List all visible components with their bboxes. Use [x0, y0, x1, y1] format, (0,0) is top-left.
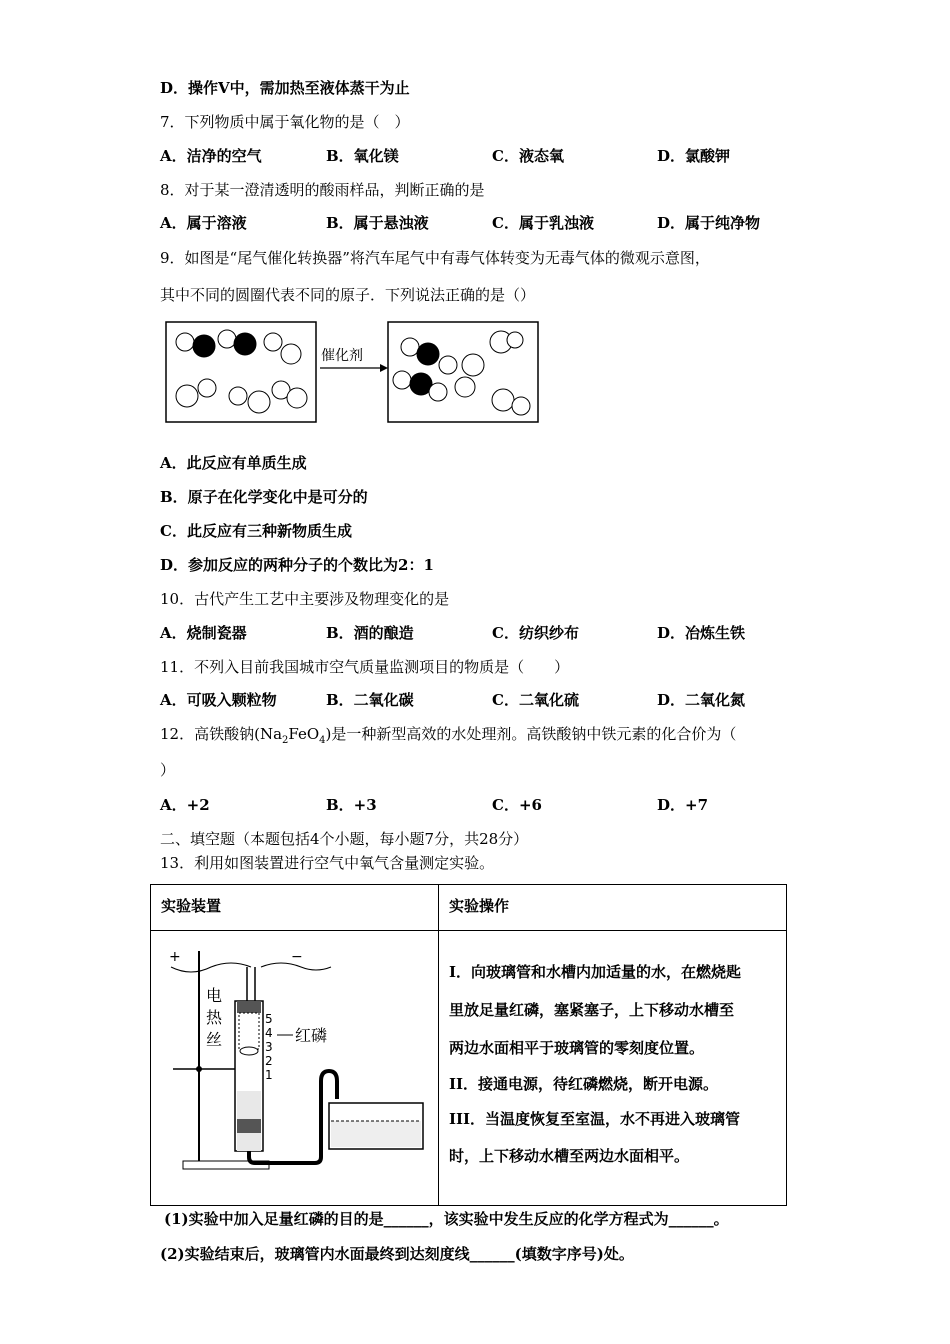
stopper	[237, 1001, 261, 1013]
q10-option-b: B．酒的酿造	[326, 624, 414, 642]
col-header-operation: 实验操作	[439, 885, 787, 931]
label-si: 丝	[206, 1030, 223, 1049]
q8-option-c: C．属于乳浊液	[492, 214, 594, 232]
scale-5: 5	[265, 1012, 273, 1026]
q12-option-d: D．+7	[657, 796, 709, 814]
q10-stem: 10．古代产生工艺中主要涉及物理变化的是	[160, 590, 450, 608]
q11-option-c: C．二氧化硫	[492, 691, 579, 709]
col-header-apparatus: 实验装置	[151, 885, 439, 931]
scale-3: 3	[265, 1040, 273, 1054]
q12-option-b: B．+3	[326, 796, 377, 814]
q13-experiment-table	[150, 884, 787, 1206]
q13-stem: 13．利用如图装置进行空气中氧气含量测定实验。	[160, 854, 495, 872]
q9-option-c: C．此反应有三种新物质生成	[160, 522, 352, 540]
q11-stem: 11．不列入目前我国城市空气质量监测项目的物质是（ ）	[160, 658, 570, 676]
combustion-spoon	[240, 1047, 258, 1055]
q7-stem: 7．下列物质中属于氧化物的是（ ）	[160, 113, 410, 131]
q11-option-a: A．可吸入颗粒物	[160, 691, 277, 709]
plus-sign: +	[169, 949, 181, 965]
label-re: 热	[206, 1008, 223, 1027]
wire-left	[171, 963, 251, 972]
op-line-4: II．接通电源，待红磷燃烧，断开电源。	[449, 1075, 719, 1093]
q11-option-d: D．二氧化氮	[657, 691, 746, 709]
op-line-6: 时，上下移动水槽至两边水面相平。	[449, 1147, 690, 1165]
q13-sub1: (1)实验中加入足量红磷的目的是______，该实验中发生反应的化学方程式为______。	[164, 1210, 729, 1228]
q9-stem-line2: 其中不同的圆圈代表不同的原子．下列说法正确的是（）	[160, 286, 536, 304]
op-line-5: III．当温度恢复至室温，水不再进入玻璃管	[449, 1110, 741, 1128]
q10-option-a: A．烧制瓷器	[160, 624, 247, 642]
q7-option-a: A．洁净的空气	[160, 147, 262, 165]
scale-1: 1	[265, 1068, 273, 1082]
catalytic-converter-diagram	[165, 320, 545, 430]
q12-stem-line1: 12．高铁酸钠$(Na_2FeO_4)$是一种新型高效的水处理剂。高铁酸钠中铁元素的化合价为（	[160, 725, 737, 746]
apparatus-cell	[151, 931, 439, 1206]
q8-stem: 8．对于某一澄清透明的酸雨样品，判断正确的是	[160, 181, 485, 199]
minus-sign: −	[291, 949, 303, 965]
q12-stem-line2: ）	[160, 761, 176, 779]
q9-stem-line1: 9．如图是“尾气催化转换器”将汽车尾气中有毒气体转变为无毒气体的微观示意图，	[160, 249, 710, 267]
operation-cell	[439, 931, 787, 1206]
q7-option-b: B．氧化镁	[326, 147, 399, 165]
q7-option-c: C．液态氧	[492, 147, 564, 165]
q12-option-c: C．+6	[492, 796, 542, 814]
q9-option-b: B．原子在化学变化中是可分的	[160, 488, 368, 506]
q13-sub2: (2)实验结束后，玻璃管内水面最终到达刻度线______(填数字序号)处。	[160, 1245, 634, 1263]
q8-option-d: D．属于纯净物	[657, 214, 761, 232]
q12-option-a: A．+2	[160, 796, 210, 814]
scale-4: 4	[265, 1026, 273, 1040]
scale-2: 2	[265, 1054, 273, 1068]
q7-option-d: D．氯酸钾	[657, 147, 731, 165]
op-line-3: 两边水面相平于玻璃管的零刻度位置。	[449, 1039, 705, 1057]
apparatus-diagram	[151, 931, 437, 1201]
label-dian: 电	[206, 986, 223, 1005]
label-red-phosphorus: 红磷	[295, 1026, 328, 1045]
q8-option-a: A．属于溶液	[160, 214, 247, 232]
q9-option-d: D．参加反应的两种分子的个数比为2：1	[160, 556, 434, 574]
q6-option-d: D．操作Ⅴ中，需加热至液体蒸干为止	[160, 79, 410, 97]
op-line-2: 里放足量红磷，塞紧塞子，上下移动水槽至	[449, 1001, 735, 1019]
q8-option-b: B．属于悬浊液	[326, 214, 429, 232]
section-2-heading: 二、填空题（本题包括4个小题，每小题7分，共28分）	[160, 830, 529, 848]
q10-option-d: D．冶炼生铁	[657, 624, 746, 642]
q10-option-c: C．纺织纱布	[492, 624, 579, 642]
catalyst-label: 催化剂	[321, 348, 363, 364]
op-line-1: I．向玻璃管和水槽内加适量的水，在燃烧匙	[449, 963, 742, 981]
q9-option-a: A．此反应有单质生成	[160, 454, 307, 472]
q11-option-b: B．二氧化碳	[326, 691, 414, 709]
